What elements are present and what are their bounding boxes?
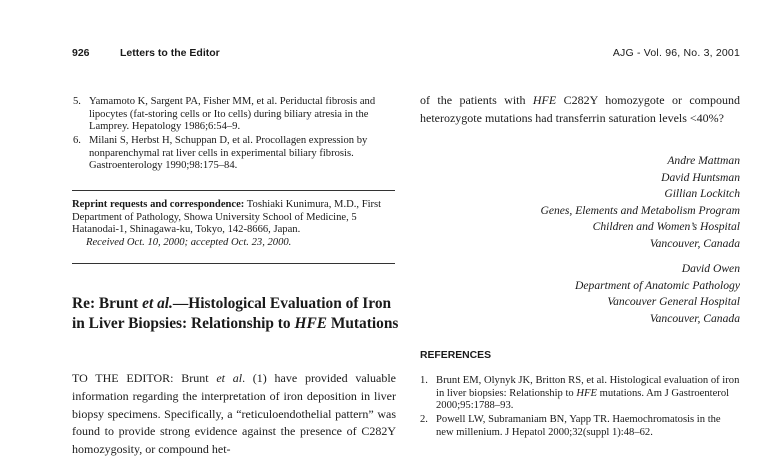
body-text: C282Y homozygote or compound heterozygote mutations had transferrin saturation levels <40%? bbox=[420, 93, 740, 125]
author-signature-block bbox=[540, 153, 740, 252]
body-text: TO THE EDITOR: Brunt bbox=[72, 371, 217, 385]
divider bbox=[72, 263, 395, 264]
title-part: Mutations bbox=[327, 315, 399, 332]
reference-item bbox=[420, 414, 740, 439]
reference-part: Powell LW, Subramaniam BN, Yapp TR. Haemochromatosis in the new millenium. J Hepatol 2000;32(suppl 1):48–62. bbox=[436, 414, 721, 438]
reference-part: HFE bbox=[576, 387, 597, 399]
divider bbox=[72, 190, 395, 191]
affiliation: Children and Women’s Hospital bbox=[592, 220, 740, 233]
reference-text: Yamamoto K, Sargent PA, Fisher MM, et al. Periductal fibrosis and lipocytes (fat-storing cells or Ito cells) during biliary atresia in the Lamprey. Hepatology 1986;6:54–9. bbox=[89, 96, 376, 133]
reference-number: 5. bbox=[73, 96, 81, 107]
article-title bbox=[72, 294, 402, 334]
body-text: et al bbox=[216, 371, 243, 385]
affiliation: Vancouver General Hospital bbox=[607, 295, 740, 308]
body-text: HFE bbox=[532, 93, 557, 107]
reference-item bbox=[420, 375, 740, 413]
title-part: et al. bbox=[142, 295, 173, 312]
reference-text: Milani S, Herbst H, Schuppan D, et al. Procollagen expression by nonparenchymal rat liver cells in experimental biliary fibrosis. Gastroenterology 1990;98:175–84. bbox=[89, 135, 368, 172]
author-name: Gillian Lockitch bbox=[664, 187, 740, 200]
author-name: Andre Mattman bbox=[667, 154, 740, 167]
reference-text bbox=[436, 375, 740, 413]
author-name: David Owen bbox=[681, 262, 740, 275]
body-text: . (1) have provided valuable information regarding the interpretation of iron deposition in liver biopsy specimens. Specifically, a “reticuloendothelial pattern” was found to provide strong evidence against the presence of C282Y homozygosity, or compound het- bbox=[72, 371, 396, 457]
article-body-continued bbox=[420, 92, 740, 128]
title-part: —Histological Evaluation of Iron in Liver Biopsies: Relationship to bbox=[72, 295, 392, 332]
author-name: David Huntsman bbox=[661, 170, 740, 184]
references-heading: REFERENCES bbox=[420, 350, 492, 361]
reference-number: 6. bbox=[73, 135, 81, 146]
affiliation: Vancouver, Canada bbox=[649, 311, 740, 325]
received-dates: Received Oct. 10, 2000; accepted Oct. 23, 2000. bbox=[86, 236, 292, 248]
affiliation: Vancouver, Canada bbox=[649, 236, 740, 250]
section-title: Letters to the Editor bbox=[120, 47, 220, 59]
reference-number: 1. bbox=[420, 375, 428, 386]
reference-part: Brunt EM, Olynyk JK, Britton RS, et al. Histological evaluation of iron in liver biopsies: Relationship to bbox=[436, 375, 740, 399]
affiliation: Genes, Elements and Metabolism Program bbox=[540, 203, 740, 217]
reprint-label: Reprint requests and correspondence: bbox=[72, 199, 245, 210]
article-body bbox=[72, 370, 396, 459]
page-number: 926 bbox=[72, 47, 90, 59]
reference-part: mutations. Am J Gastroenterol 2000;95:1788–93. bbox=[436, 387, 730, 412]
title-part: Re: Brunt bbox=[72, 295, 143, 312]
reprint-address: Toshiaki Kunimura, M.D., First Department of Pathology, Showa University School of Medicine, 5 Hatanodai-1, Shinagawa-ku, Tokyo, 142-8666, Japan. bbox=[72, 199, 382, 236]
reference-item bbox=[73, 96, 395, 134]
journal-citation: AJG - Vol. 96, No. 3, 2001 bbox=[612, 47, 740, 59]
reference-number: 2. bbox=[420, 414, 428, 425]
body-text: of the patients with bbox=[420, 93, 533, 107]
reference-text bbox=[436, 414, 740, 439]
title-part: HFE bbox=[294, 315, 327, 332]
reference-item bbox=[73, 135, 395, 173]
affiliation: Department of Anatomic Pathology bbox=[575, 278, 740, 292]
author-signature-block bbox=[575, 261, 740, 327]
reprint-info bbox=[72, 199, 396, 249]
